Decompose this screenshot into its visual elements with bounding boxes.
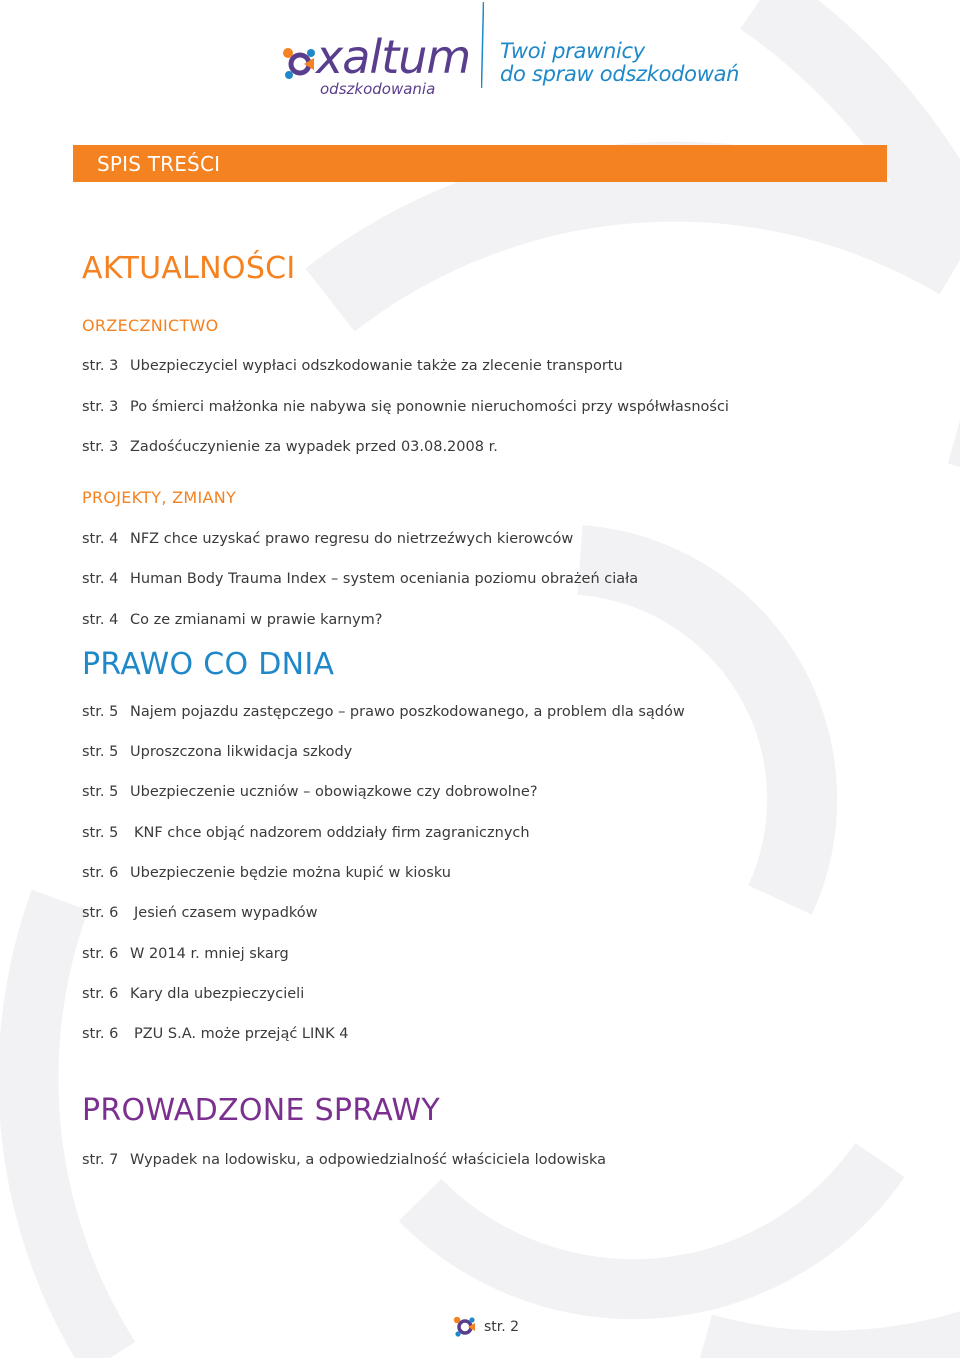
entry-page: str. 4 — [82, 571, 119, 587]
entry-title: Uproszczona likwidacja szkody — [130, 744, 353, 760]
entry-page: str. 6 — [82, 946, 119, 962]
logo-wordmark: xaltum — [316, 30, 471, 84]
entry-page: str. 3 — [82, 358, 119, 374]
toc-banner — [73, 145, 887, 182]
tagline-line-1: Twoi prawnicy — [500, 39, 645, 63]
subsection-title-projekty: PROJEKTY, ZMIANY — [82, 488, 237, 507]
section-title-prowadzone-sprawy: PROWADZONE SPRAWY — [82, 1093, 441, 1128]
entry-page: str. 3 — [82, 399, 119, 415]
entry-title: KNF chce objąć nadzorem oddziały firm zagranicznych — [134, 825, 530, 841]
page-number: str. 2 — [484, 1319, 520, 1335]
entry-title: Co ze zmianami w prawie karnym? — [130, 612, 383, 628]
section-title-aktualnosci: AKTUALNOŚCI — [82, 251, 296, 286]
entry-title: W 2014 r. mniej skarg — [130, 946, 289, 962]
entry-title: Ubezpieczyciel wypłaci odszkodowanie także za zlecenie transportu — [130, 358, 623, 374]
entry-title: Po śmierci małżonka nie nabywa się ponownie nieruchomości przy współwłasności — [130, 399, 729, 415]
logo-divider — [481, 2, 484, 88]
entry-title: Wypadek na lodowisku, a odpowiedzialność właściciela lodowiska — [130, 1152, 607, 1168]
entry-page: str. 6 — [82, 865, 119, 881]
entry-title: Ubezpieczenie uczniów – obowiązkowe czy dobrowolne? — [130, 784, 538, 800]
entry-page: str. 5 — [82, 704, 119, 720]
entry-page: str. 7 — [82, 1152, 119, 1168]
entry-page: str. 5 — [82, 744, 119, 760]
section-title-prawo-co-dnia: PRAWO CO DNIA — [82, 647, 335, 682]
entry-page: str. 5 — [82, 784, 119, 800]
entry-page: str. 6 — [82, 905, 119, 921]
entry-title: Najem pojazdu zastępczego – prawo poszkodowanego, a problem dla sądów — [130, 704, 685, 720]
entry-page: str. 3 — [82, 439, 119, 455]
entry-title: Kary dla ubezpieczycieli — [130, 986, 305, 1002]
entry-page: str. 4 — [82, 531, 119, 547]
toc-heading: SPIS TREŚCI — [97, 152, 221, 176]
entry-page: str. 4 — [82, 612, 119, 628]
xaltum-small-logo-icon — [452, 1314, 478, 1340]
entry-page: str. 6 — [82, 1026, 119, 1042]
entry-title: Zadośćuczynienie za wypadek przed 03.08.2008 r. — [130, 439, 498, 455]
entry-title: Ubezpieczenie będzie można kupić w kiosku — [130, 865, 451, 881]
entry-page: str. 5 — [82, 825, 119, 841]
logo-subtitle: odszkodowania — [320, 80, 436, 98]
xaltum-logo-icon — [280, 44, 320, 84]
entry-title: Human Body Trauma Index – system oceniania poziomu obrażeń ciała — [130, 571, 639, 587]
entry-page: str. 6 — [82, 986, 119, 1002]
entry-title: Jesień czasem wypadków — [134, 905, 318, 921]
logo-tagline — [500, 40, 739, 86]
brand-logo[interactable] — [276, 0, 740, 110]
subsection-title-orzecznictwo: ORZECZNICTWO — [82, 316, 219, 335]
page-footer — [452, 1312, 532, 1342]
entry-title: PZU S.A. może przejąć LINK 4 — [134, 1026, 349, 1042]
tagline-line-2: do spraw odszkodowań — [500, 62, 740, 86]
entry-title: NFZ chce uzyskać prawo regresu do nietrzeźwych kierowców — [130, 531, 574, 547]
